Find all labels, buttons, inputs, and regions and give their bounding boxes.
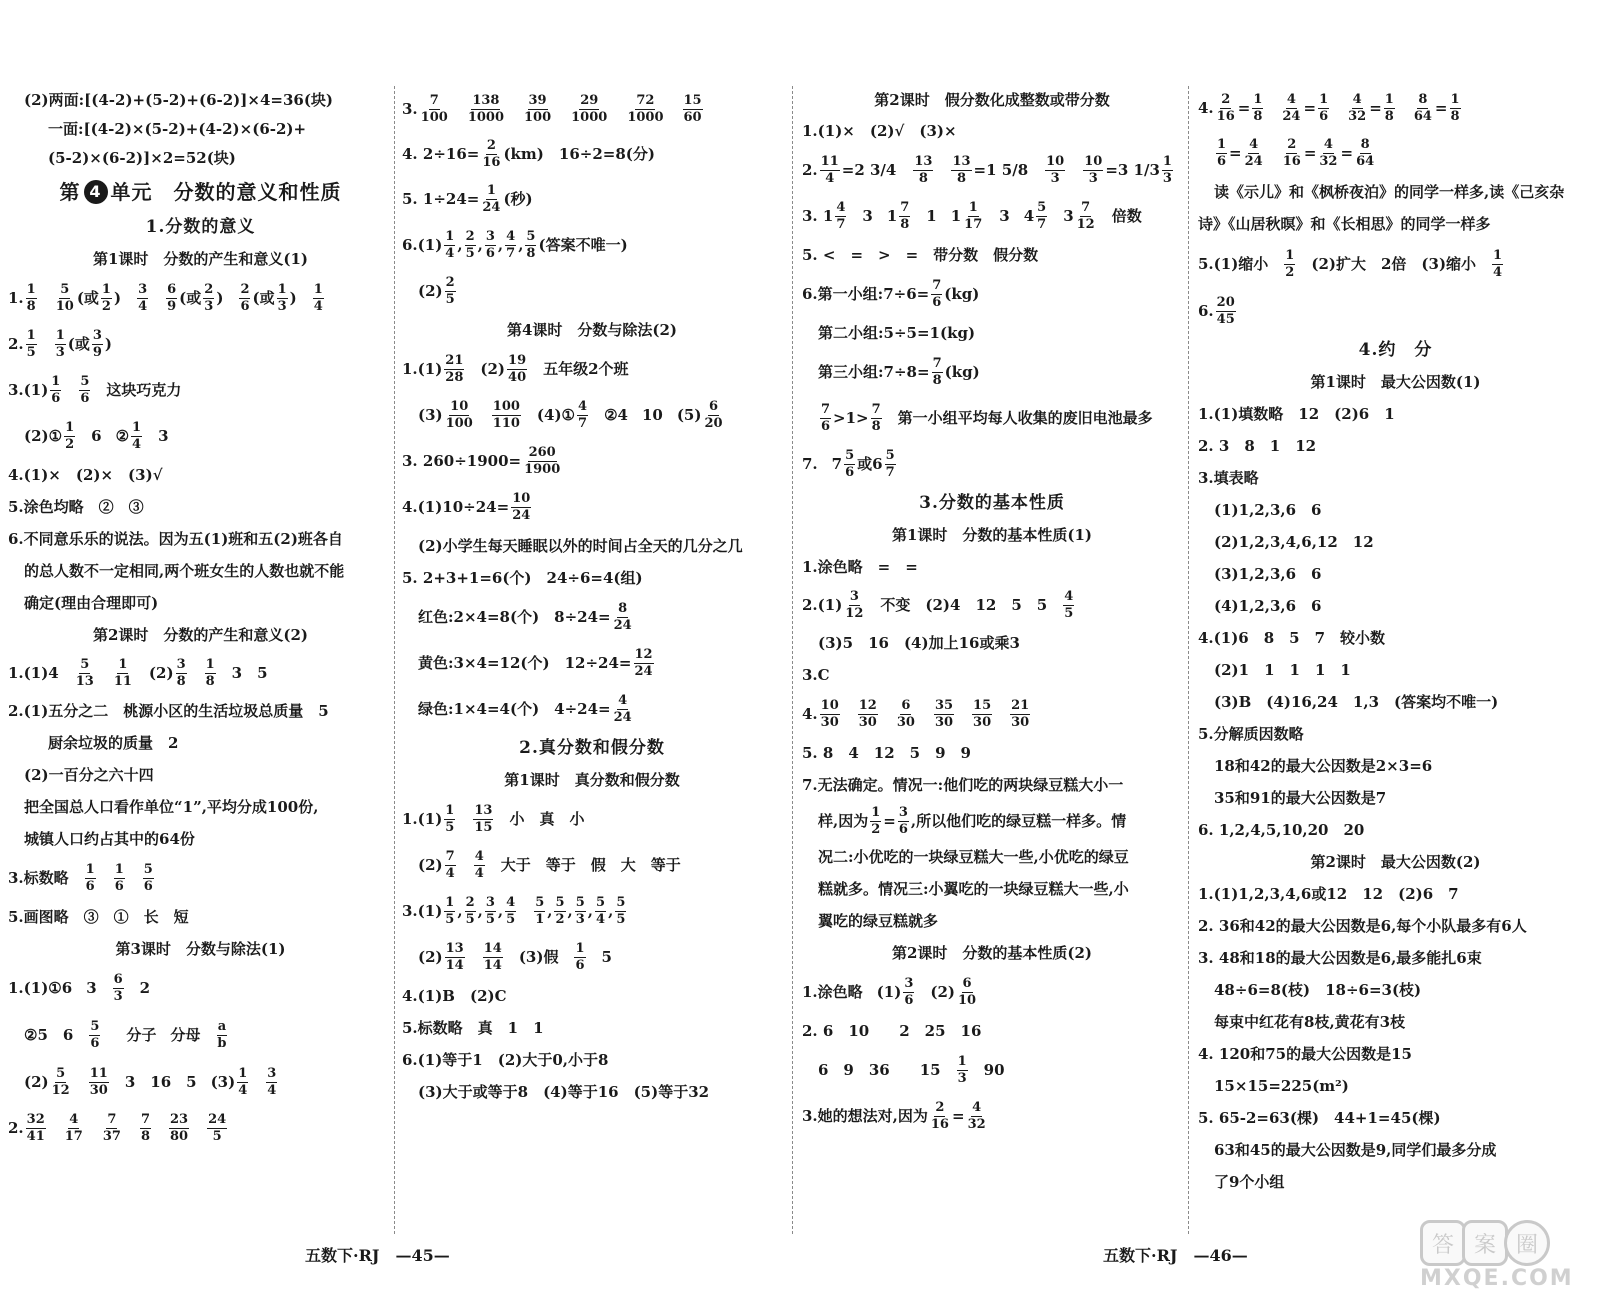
answer-line: 城镇人口约占其中的64份 [24, 829, 195, 848]
answer-line: 7.无法确定。情况一:他们吃的两块绿豆糕大小一 [802, 775, 1124, 794]
fraction: $\frac{1}{3}$ [957, 1053, 967, 1086]
column-divider [792, 86, 793, 1234]
answer-line: (4)1,2,3,6 6 [1214, 596, 1322, 615]
fraction: $\frac{1}{8}$ [1450, 91, 1460, 124]
fraction: $\frac{5}{12}$ [51, 1065, 70, 1098]
fraction: $\frac{6}{30}$ [896, 697, 915, 730]
lesson-heading: 第1课时 分数的基本性质(1) [891, 525, 1093, 544]
answer-line: (2)1,2,3,4,6,12 12 [1214, 532, 1374, 551]
answer-line: 4. 120和75的最大公因数是15 [1198, 1044, 1412, 1063]
fraction: $\frac{1}{4}$ [1493, 247, 1503, 280]
fraction: $\frac{4}{24}$ [613, 692, 632, 725]
fraction: $\frac{7}{8}$ [932, 355, 942, 388]
answer-line: 红色:2×4=8(个) 8÷24= $\frac{8}{24}$ [418, 600, 632, 633]
fraction: $\frac{7}{4}$ [445, 848, 455, 881]
fraction: $\frac{10}{3}$ [1084, 153, 1103, 186]
answer-line: 1. $\frac{1}{8}$ $\frac{5}{10}$ (或 $\frac{1}{2}$ ) $\frac{3}{4}$ $\frac{6}{9}$ (或 $\frac{2}{3}$ ) $\frac{2}{6}$ (或 $\frac{1}{3}$ ) $\frac{1}{4}$ [8, 281, 323, 314]
answer-line: 5.画图略 ③ ① 长 短 [8, 907, 189, 926]
fraction: $\frac{3}{6}$ [485, 228, 495, 261]
page-footer-left: 五数下·RJ —45— [305, 1246, 450, 1265]
fraction: $\frac{4}{24}$ [1282, 91, 1301, 124]
answer-line: 3.C [802, 665, 830, 684]
fraction: $\frac{3}{5}$ [485, 894, 495, 927]
fraction: $\frac{7}{37}$ [102, 1111, 121, 1144]
answer-line: (2) $\frac{2}{5}$ [418, 274, 455, 307]
answer-line: 1.(1) $\frac{21}{28}$ (2) $\frac{19}{40}$ 五年级2个班 [402, 352, 629, 385]
fraction: $\frac{10}{100}$ [445, 398, 473, 431]
fraction: $\frac{19}{40}$ [508, 352, 527, 385]
answer-line: 5. < = > = 带分数 假分数 [802, 245, 1039, 264]
answer-line: 1.涂色略 = = [802, 557, 918, 576]
fraction: $\frac{21}{30}$ [1011, 697, 1030, 730]
answer-line: (2)两面:[(4-2)+(5-2)+(6-2)]×4=36(块) [24, 91, 334, 109]
answer-line: 6.第一小组:7÷6= $\frac{7}{6}$ (kg) [802, 277, 980, 310]
answer-line: 糕就多。情况三:小翼吃的一块绿豆糕大一些,小 [818, 879, 1129, 898]
answer-line: 48÷6=8(枝) 18÷6=3(枝) [1214, 980, 1422, 999]
fraction: $\frac{2}{16}$ [1216, 91, 1235, 124]
fraction: $\frac{8}{64}$ [1413, 91, 1432, 124]
answer-line: 63和45的最大公因数是9,同学们最多分成 [1214, 1140, 1497, 1159]
fraction: $\frac{12}{30}$ [858, 697, 877, 730]
answer-line: 6.(1)等于1 (2)大于0,小于8 [402, 1050, 609, 1069]
fraction: $\frac{3}{12}$ [845, 588, 864, 621]
fraction: $\frac{1}{3}$ [277, 281, 287, 314]
lesson-heading: 第1课时 分数的产生和意义(1) [92, 249, 309, 268]
fraction: $\frac{4}{32}$ [1348, 91, 1367, 124]
fraction: $\frac{100}{110}$ [492, 398, 520, 431]
fraction: $\frac{12}{24}$ [634, 646, 653, 679]
answer-line: (2)① $\frac{1}{2}$ 6 ② $\frac{1}{4}$ 3 [24, 419, 169, 452]
answer-line: 7. 7 $\frac{5}{6}$ 或6 $\frac{5}{7}$ [802, 447, 895, 480]
fraction: $\frac{24}{5}$ [208, 1111, 227, 1144]
fraction: $\frac{72}{1000}$ [627, 92, 664, 125]
section-heading: 4.约 分 [1358, 339, 1433, 360]
fraction: $\frac{6}{20}$ [704, 398, 723, 431]
fraction: $\frac{10}{30}$ [820, 697, 839, 730]
fraction: $\frac{1}{4}$ [445, 228, 455, 261]
fraction: $\frac{13}{8}$ [914, 153, 933, 186]
answer-line: 3. 48和18的最大公因数是6,最多能扎6束 [1198, 948, 1482, 967]
answer-line: 15×15=225(m²) [1214, 1076, 1349, 1095]
answer-line: 1.(1)1,2,3,4,6或12 12 (2)6 7 [1198, 884, 1459, 903]
fraction: $\frac{5}{6}$ [90, 1018, 100, 1051]
answer-line: 5. 65-2=63(棵) 44+1=45(棵) [1198, 1108, 1441, 1127]
answer-line: 厨余垃圾的质量 2 [48, 733, 179, 752]
fraction: $\frac{1}{6}$ [114, 861, 124, 894]
answer-line: 6 9 36 15 $\frac{1}{3}$ 90 [818, 1053, 1005, 1086]
answer-line: 2.(1)五分之二 桃源小区的生活垃圾总质量 5 [8, 701, 329, 720]
answer-line: 每束中红花有8枝,黄花有3枝 [1214, 1012, 1406, 1031]
answer-line: 第三小组:7÷8= $\frac{7}{8}$ (kg) [818, 355, 980, 388]
fraction: $\frac{3}{4}$ [138, 281, 148, 314]
fraction: $\frac{3}{6}$ [904, 975, 914, 1008]
answer-line: 4.(1)× (2)× (3)√ [8, 465, 163, 484]
fraction: $\frac{1}{2}$ [101, 281, 111, 314]
fraction: $\frac{1}{4}$ [238, 1065, 248, 1098]
fraction: $\frac{14}{14}$ [483, 940, 502, 973]
fraction: $\frac{8}{24}$ [613, 600, 632, 633]
watermark-char: 案 [1462, 1220, 1508, 1266]
answer-line: (2)一百分之六十四 [24, 765, 154, 784]
fraction: $\frac{1}{2}$ [871, 804, 881, 837]
answer-line: 5.涂色均略 ② ③ [8, 497, 144, 516]
answer-line: (3) $\frac{10}{100}$ $\frac{100}{110}$ (4)① $\frac{4}{7}$ ②4 10 (5) $\frac{6}{20}$ [418, 398, 723, 431]
answer-line: 3. $\frac{7}{100}$ $\frac{138}{1000}$ $\frac{39}{100}$ $\frac{29}{1000}$ $\frac{72}{1000}$ $\frac{15}{60}$ [402, 92, 702, 125]
fraction: $\frac{5}{6}$ [845, 447, 855, 480]
lesson-heading: 第2课时 分数的产生和意义(2) [92, 625, 309, 644]
answer-line: 1.(1) $\frac{1}{5}$ $\frac{13}{15}$ 小 真 小 [402, 802, 585, 835]
fraction: $\frac{5}{7}$ [885, 447, 895, 480]
answer-line: 3.标数略 $\frac{1}{6}$ $\frac{1}{6}$ $\frac{5}{6}$ [8, 861, 153, 894]
fraction: $\frac{1}{24}$ [482, 182, 501, 215]
answer-line: 6.不同意乐乐的说法。因为五(1)班和五(2)班各自 [8, 529, 343, 548]
answer-line: 5.标数略 真 1 1 [402, 1018, 544, 1037]
answer-line: (3)B (4)16,24 1,3 (答案均不唯一) [1214, 692, 1499, 711]
fraction: $\frac{4}{32}$ [1319, 136, 1338, 169]
answer-line: 4. 2÷16= $\frac{2}{16}$ (km) 16÷2=8(分) [402, 137, 655, 170]
answer-line: (5-2)×(6-2)]×2=52(块) [48, 149, 236, 167]
answer-line: 1.涂色略 (1) $\frac{3}{6}$ (2) $\frac{6}{10}$ [802, 975, 977, 1008]
column-divider [1188, 86, 1189, 1234]
fraction: $\frac{3}{4}$ [267, 1065, 277, 1098]
fraction: $\frac{1}{8}$ [26, 281, 36, 314]
answer-line: 1.(1)× (2)√ (3)× [802, 121, 957, 140]
column-4 [1198, 86, 1593, 1198]
section-heading: 2.真分数和假分数 [519, 737, 665, 758]
column-divider [394, 86, 395, 1234]
unit-heading: 第 4 单元 分数的意义和性质 [59, 180, 342, 204]
fraction: $\frac{2}{16}$ [1282, 136, 1301, 169]
watermark-logo [1418, 1220, 1590, 1298]
fraction: $\frac{23}{80}$ [170, 1111, 189, 1144]
fraction: $\frac{7}{8}$ [900, 199, 910, 232]
fraction: $\frac{2}{16}$ [930, 1099, 949, 1132]
fraction: $\frac{2}{5}$ [445, 274, 455, 307]
fraction: $\frac{13}{8}$ [952, 153, 971, 186]
answer-line: 2.(1) $\frac{3}{12}$ 不变 (2)4 12 5 5 $\frac{4}{5}$ [802, 588, 1074, 621]
fraction: $\frac{2}{5}$ [465, 228, 475, 261]
fraction: $\frac{1}{4}$ [313, 281, 323, 314]
lesson-heading: 第3课时 分数与除法(1) [115, 939, 286, 958]
answer-line: ②5 6 $\frac{5}{6}$ 分子 分母 $\frac{a}{b}$ [24, 1018, 227, 1051]
fraction: $\frac{6}{9}$ [167, 281, 177, 314]
answer-line: 样,因为 $\frac{1}{2}$ = $\frac{3}{6}$ ,所以他们吃的绿豆糕一样多。情 [818, 804, 1127, 837]
answer-line: 18和42的最大公因数是2×3=6 [1214, 756, 1433, 775]
fraction: $\frac{3}{8}$ [176, 656, 186, 689]
answer-line: 4.(1)6 8 5 7 较小数 [1198, 628, 1386, 647]
fraction: $\frac{8}{64}$ [1356, 136, 1375, 169]
answer-line: 3.(1) $\frac{1}{6}$ $\frac{5}{6}$ 这块巧克力 [8, 373, 182, 406]
answer-line: (2)1 1 1 1 1 [1214, 660, 1351, 679]
column-1 [8, 86, 393, 1151]
answer-line: 35和91的最大公因数是7 [1214, 788, 1387, 807]
fraction: $\frac{1}{8}$ [1384, 91, 1394, 124]
answer-line: 3. 260÷1900= $\frac{260}{1900}$ [402, 444, 561, 477]
fraction: $\frac{1}{5}$ [445, 802, 455, 835]
lesson-heading: 第1课时 最大公因数(1) [1310, 372, 1481, 391]
fraction: $\frac{2}{16}$ [482, 137, 501, 170]
fraction: $\frac{1}{8}$ [205, 656, 215, 689]
answer-line: $\frac{1}{6}$ = $\frac{4}{24}$ $\frac{2}{16}$ = $\frac{4}{32}$ = $\frac{8}{64}$ [1217, 136, 1375, 169]
answer-line: $\frac{7}{6}$ >1> $\frac{7}{8}$ 第一小组平均每人收集的废旧电池最多 [821, 401, 1153, 434]
answer-line: 3.(1) $\frac{1}{5}$ , $\frac{2}{5}$ , $\frac{3}{5}$ , $\frac{4}{5}$ $\frac{5}{1}$ , $\frac{5}{2}$ , $\frac{5}{3}$ , $\frac{5}{4}$ , $\frac{5}{5}$ [402, 894, 626, 927]
fraction: $\frac{13}{15}$ [474, 802, 493, 835]
lesson-heading: 第2课时 最大公因数(2) [1310, 852, 1481, 871]
fraction: $\frac{1}{6}$ [575, 940, 585, 973]
answer-line: (2)小学生每天睡眠以外的时间占全天的几分之几 [418, 536, 743, 555]
answer-line: 1.(1)4 $\frac{5}{13}$ $\frac{1}{11}$ (2) $\frac{3}{8}$ $\frac{1}{8}$ 3 5 [8, 656, 268, 689]
fraction: $\frac{4}{32}$ [967, 1099, 986, 1132]
fraction: $\frac{32}{41}$ [26, 1111, 45, 1144]
answer-line: 4. $\frac{2}{16}$ = $\frac{1}{8}$ $\frac{4}{24}$ = $\frac{1}{6}$ $\frac{4}{32}$ = $\frac{1}{8}$ $\frac{8}{64}$ = $\frac{1}{8}$ [1198, 91, 1460, 124]
fraction: $\frac{7}{6}$ [932, 277, 942, 310]
fraction: $\frac{a}{b}$ [217, 1018, 227, 1051]
answer-line: 1.(1)①6 3 $\frac{6}{3}$ 2 [8, 971, 151, 1004]
fraction: $\frac{1}{8}$ [1253, 91, 1263, 124]
fraction: $\frac{7}{8}$ [871, 401, 881, 434]
answer-line: 2. $\frac{32}{41}$ $\frac{4}{17}$ $\frac{7}{37}$ $\frac{7}{8}$ $\frac{23}{80}$ $\frac{24}{5}$ [8, 1111, 227, 1144]
fraction: $\frac{138}{1000}$ [467, 92, 504, 125]
fraction: $\frac{4}{7}$ [836, 199, 846, 232]
answer-line: 5. 1÷24= $\frac{1}{24}$ (秒) [402, 182, 533, 215]
fraction: $\frac{5}{13}$ [75, 656, 94, 689]
fraction: $\frac{5}{7}$ [1037, 199, 1047, 232]
fraction: $\frac{15}{60}$ [683, 92, 702, 125]
fraction: $\frac{5}{4}$ [596, 894, 606, 927]
answer-line: 6. $\frac{20}{45}$ [1198, 294, 1235, 327]
watermark-url: MXQE.COM [1420, 1266, 1574, 1291]
fraction: $\frac{5}{8}$ [526, 228, 536, 261]
page-footer-right: 五数下·RJ —46— [1103, 1246, 1248, 1265]
answer-line: 5.分解质因数略 [1198, 724, 1304, 743]
answer-line: 况二:小优吃的一块绿豆糕大一些,小优吃的绿豆 [818, 847, 1129, 866]
lesson-heading: 第4课时 分数与除法(2) [506, 320, 678, 339]
fraction: $\frac{13}{14}$ [445, 940, 464, 973]
fraction: $\frac{6}{10}$ [958, 975, 977, 1008]
lesson-heading: 第2课时 假分数化成整数或带分数 [874, 91, 1110, 109]
answer-line: 4.(1)B (2)C [402, 986, 507, 1005]
fraction: $\frac{20}{45}$ [1216, 294, 1235, 327]
answer-line: 2. 3 8 1 12 [1198, 436, 1317, 455]
answer-line: (1)1,2,3,6 6 [1214, 500, 1322, 519]
answer-line: 3.填表略 [1198, 468, 1259, 487]
fraction: $\frac{35}{30}$ [934, 697, 954, 730]
fraction: $\frac{1}{3}$ [55, 327, 65, 360]
fraction: $\frac{11}{30}$ [89, 1065, 108, 1098]
fraction: $\frac{5}{3}$ [575, 894, 585, 927]
fraction: $\frac{39}{100}$ [524, 92, 552, 125]
fraction: $\frac{5}{5}$ [616, 894, 626, 927]
fraction: $\frac{1}{3}$ [1162, 153, 1172, 186]
fraction: $\frac{1}{2}$ [1285, 247, 1295, 280]
fraction: $\frac{5}{1}$ [535, 894, 545, 927]
fraction: $\frac{2}{3}$ [204, 281, 214, 314]
answer-line: 3. 1 $\frac{4}{7}$ 3 1 $\frac{7}{8}$ 1 1 $\frac{1}{17}$ 3 4 $\frac{5}{7}$ 3 $\frac{7}{12}$ 倍数 [802, 199, 1142, 232]
fraction: $\frac{1}{5}$ [445, 894, 455, 927]
fraction: $\frac{5}{6}$ [80, 373, 90, 406]
section-heading: 3.分数的基本性质 [919, 492, 1065, 513]
answer-line: 2. 6 10 2 25 16 [802, 1021, 982, 1040]
watermark-char: 答 [1420, 1220, 1466, 1266]
fraction: $\frac{2}{6}$ [240, 281, 250, 314]
answer-line: 2. $\frac{11}{4}$ =2 3/4 $\frac{13}{8}$ $\frac{13}{8}$ =1 5/8 $\frac{10}{3}$ $\frac{10}{3}$ =3 1/3 $\frac{1}{3}$ [802, 153, 1172, 186]
answer-line: 6. 1,2,4,5,10,20 20 [1198, 820, 1365, 839]
fraction: $\frac{1}{4}$ [132, 419, 142, 452]
answer-line: 确定(理由合理即可) [24, 593, 159, 612]
answer-line: 2. $\frac{1}{5}$ $\frac{1}{3}$ (或 $\frac{3}{9}$ ) [8, 327, 113, 360]
answer-line: (2) $\frac{7}{4}$ $\frac{4}{4}$ 大于 等于 假 大 等于 [418, 848, 681, 881]
fraction: $\frac{4}{7}$ [578, 398, 588, 431]
fraction: $\frac{1}{11}$ [113, 656, 132, 689]
fraction: $\frac{3}{9}$ [92, 327, 102, 360]
fraction: $\frac{11}{4}$ [820, 153, 839, 186]
answer-line: 5. 8 4 12 5 9 9 [802, 743, 971, 762]
fraction: $\frac{1}{6}$ [1217, 136, 1227, 169]
lesson-heading: 第2课时 分数的基本性质(2) [891, 943, 1093, 962]
answer-line: 一面:[(4-2)×(5-2)+(4-2)×(6-2)+ [48, 120, 307, 138]
fraction: $\frac{15}{30}$ [973, 697, 992, 730]
answer-line: 4. $\frac{10}{30}$ $\frac{12}{30}$ $\frac{6}{30}$ $\frac{35}{30}$ $\frac{15}{30}$ $\frac{21}{30}$ [802, 697, 1030, 730]
fraction: $\frac{6}{3}$ [113, 971, 123, 1004]
fraction: $\frac{1}{2}$ [65, 419, 75, 452]
column-2 [402, 86, 782, 1108]
answer-line: 5. 2+3+1=6(个) 24÷6=4(组) [402, 568, 643, 587]
fraction: $\frac{21}{28}$ [445, 352, 464, 385]
answer-line: 3.她的想法对,因为 $\frac{2}{16}$ = $\frac{4}{32}$ [802, 1099, 986, 1132]
fraction: $\frac{5}{10}$ [55, 281, 74, 314]
fraction: $\frac{7}{12}$ [1076, 199, 1095, 232]
fraction: $\frac{1}{17}$ [964, 199, 983, 232]
fraction: $\frac{4}{17}$ [64, 1111, 83, 1144]
fraction: $\frac{5}{6}$ [143, 861, 153, 894]
fraction: $\frac{1}{5}$ [26, 327, 36, 360]
fraction: $\frac{4}{4}$ [474, 848, 484, 881]
fraction: $\frac{4}{5}$ [1064, 588, 1074, 621]
answer-line: 4.(1)10÷24= $\frac{10}{24}$ [402, 490, 531, 523]
fraction: $\frac{10}{3}$ [1046, 153, 1065, 186]
fraction: $\frac{4}{7}$ [506, 228, 516, 261]
fraction: $\frac{7}{100}$ [420, 92, 448, 125]
answer-line: (2) $\frac{5}{12}$ $\frac{11}{30}$ 3 16 5 (3) $\frac{1}{4}$ $\frac{3}{4}$ [24, 1065, 277, 1098]
answer-line: 的总人数不一定相同,两个班女生的人数也就不能 [24, 561, 345, 580]
answer-line: 了9个小组 [1214, 1172, 1285, 1191]
answer-line: (2) $\frac{13}{14}$ $\frac{14}{14}$ (3)假 $\frac{1}{6}$ 5 [418, 940, 612, 973]
answer-line: 读《示儿》和《枫桥夜泊》的同学一样多,读《己亥杂 [1214, 182, 1565, 201]
answer-line: 翼吃的绿豆糕就多 [818, 911, 939, 930]
answer-line: 黄色:3×4=12(个) 12÷24= $\frac{12}{24}$ [418, 646, 653, 679]
answer-line: 绿色:1×4=4(个) 4÷24= $\frac{4}{24}$ [418, 692, 632, 725]
fraction: $\frac{4}{24}$ [1244, 136, 1263, 169]
fraction: $\frac{1}{6}$ [85, 861, 95, 894]
answer-line: 1.(1)填数略 12 (2)6 1 [1198, 404, 1395, 423]
answer-line: 2. 36和42的最大公因数是6,每个小队最多有6人 [1198, 916, 1527, 935]
fraction: $\frac{3}{6}$ [898, 804, 908, 837]
fraction: $\frac{5}{2}$ [555, 894, 565, 927]
fraction: $\frac{29}{1000}$ [571, 92, 608, 125]
answer-line: (3)1,2,3,6 6 [1214, 564, 1322, 583]
answer-line: 把全国总人口看作单位“1”,平均分成100份, [24, 797, 319, 816]
fraction: $\frac{1}{6}$ [1319, 91, 1329, 124]
fraction: $\frac{2}{5}$ [465, 894, 475, 927]
fraction: $\frac{1}{6}$ [51, 373, 61, 406]
fraction: $\frac{7}{6}$ [821, 401, 831, 434]
column-3 [802, 86, 1182, 1139]
answer-line: (3)5 16 (4)加上16或乘3 [818, 633, 1020, 652]
fraction: $\frac{7}{8}$ [140, 1111, 150, 1144]
answer-line: 6.(1) $\frac{1}{4}$ , $\frac{2}{5}$ , $\frac{3}{6}$ , $\frac{4}{7}$ , $\frac{5}{8}$ (答案不唯一) [402, 228, 628, 261]
fraction: $\frac{10}{24}$ [512, 490, 531, 523]
lesson-heading: 第1课时 真分数和假分数 [504, 770, 680, 789]
section-heading: 1.分数的意义 [145, 216, 256, 237]
answer-line: 诗》《山居秋暝》和《长相思》的同学一样多 [1198, 214, 1491, 233]
fraction: $\frac{4}{5}$ [506, 894, 516, 927]
answer-line: 5.(1)缩小 $\frac{1}{2}$ (2)扩大 2倍 (3)缩小 $\frac{1}{4}$ [1198, 247, 1503, 280]
answer-line: (3)大于或等于8 (4)等于16 (5)等于32 [418, 1082, 710, 1101]
watermark-char: 圈 [1504, 1220, 1550, 1266]
answer-line: 第二小组:5÷5=1(kg) [818, 323, 976, 342]
fraction: $\frac{260}{1900}$ [524, 444, 561, 477]
